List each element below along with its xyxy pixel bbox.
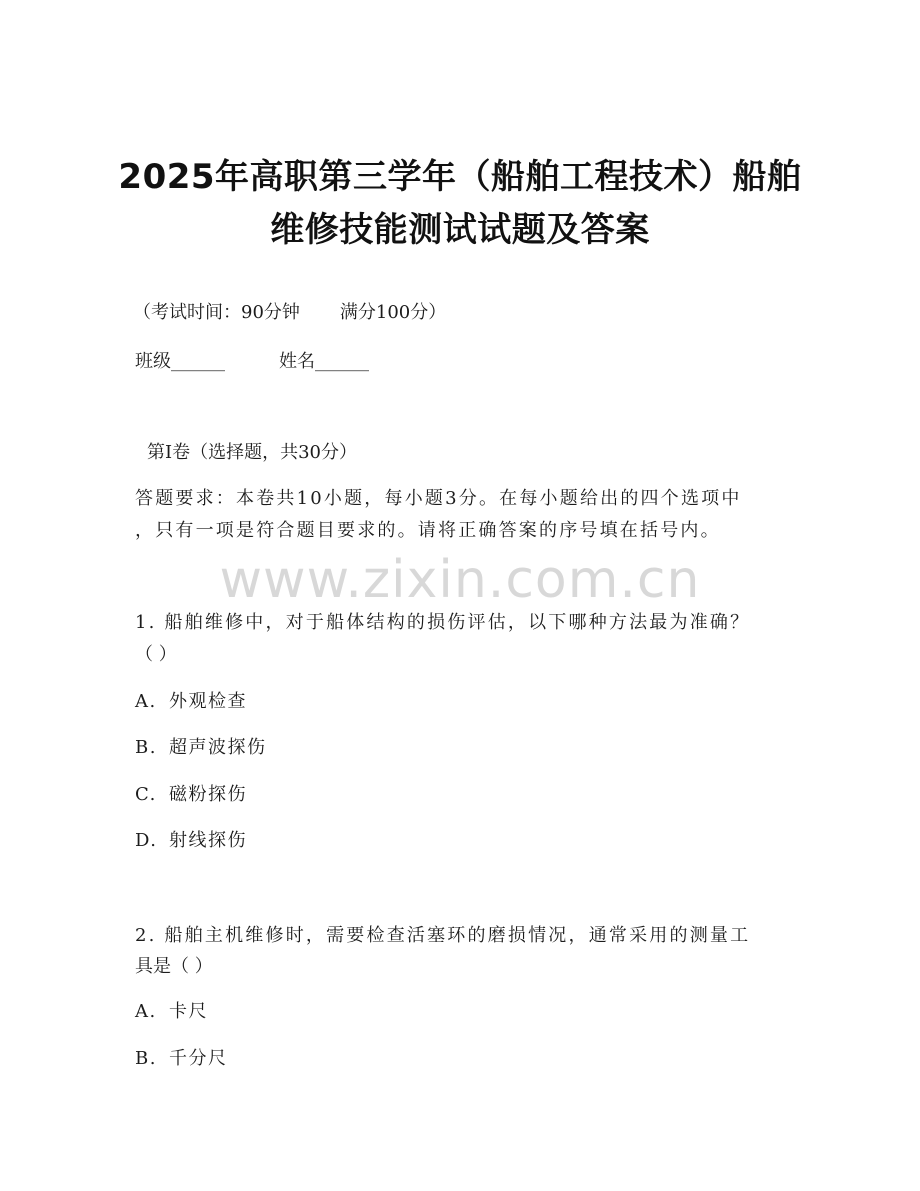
name-field: 姓名______ xyxy=(279,351,369,372)
class-field: 班级______ xyxy=(135,351,225,372)
option-letter: A. xyxy=(135,691,157,712)
option-text: 卡尺 xyxy=(169,1001,208,1022)
document-title-line-1: 2025年高职第三学年（船舶工程技术）船舶 xyxy=(118,157,802,197)
student-info xyxy=(135,349,369,375)
requirements-line-2: ，只有一项是符合题目要求的。请将正确答案的序号填在括号内。 xyxy=(135,520,721,541)
question-1-option-c xyxy=(135,782,247,808)
exam-time: （考试时间：90分钟 xyxy=(133,302,300,323)
section-title: 第I卷（选择题，共30分） xyxy=(147,442,358,463)
option-text: 超声波探伤 xyxy=(169,737,267,758)
question-2-option-b xyxy=(135,1046,228,1072)
document-title-line-2: 维修技能测试试题及答案 xyxy=(270,210,650,250)
question-2-stem: 2. 船舶主机维修时，需要检查活塞环的磨损情况，通常采用的测量工 xyxy=(135,925,751,946)
question-1-option-a xyxy=(135,689,247,715)
option-letter: A. xyxy=(135,1001,157,1022)
option-letter: B. xyxy=(135,1048,157,1069)
option-letter: C. xyxy=(135,784,157,805)
watermark: www.zixin.com.cn xyxy=(219,550,701,610)
exam-info xyxy=(133,300,446,326)
option-text: 射线探伤 xyxy=(169,830,247,851)
option-text: 千分尺 xyxy=(169,1048,228,1069)
requirements-line-1: 答题要求：本卷共10小题，每小题3分。在每小题给出的四个选项中 xyxy=(135,488,742,509)
question-1-option-b xyxy=(135,735,267,761)
option-letter: B. xyxy=(135,737,157,758)
option-text: 外观检查 xyxy=(169,691,247,712)
question-1-option-d xyxy=(135,828,247,854)
option-letter: D. xyxy=(135,830,158,851)
option-text: 磁粉探伤 xyxy=(169,784,247,805)
full-score: 满分100分） xyxy=(339,302,447,323)
question-2-option-a xyxy=(135,999,208,1025)
question-2-stem-continued: 具是（ ） xyxy=(135,956,213,977)
question-1-stem: 1. 船舶维修中，对于船体结构的损伤评估，以下哪种方法最为准确？ xyxy=(135,612,751,633)
question-1-answer-blank: （ ） xyxy=(135,644,177,665)
